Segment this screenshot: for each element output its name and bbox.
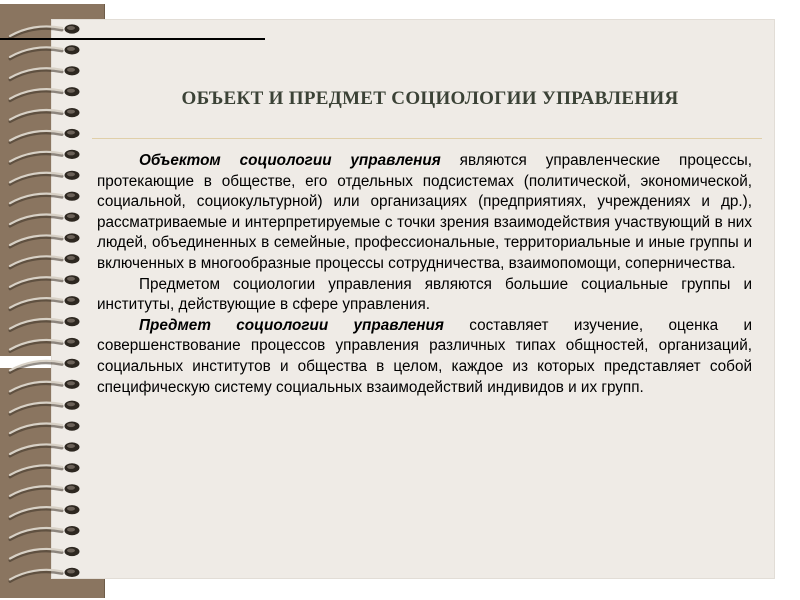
paragraph-object-emphasis: Объектом социологии управления: [139, 152, 441, 169]
spiral-ring-icon: [10, 66, 80, 80]
paragraph-subject-text: Предметом социологии управления являются большие социальные группы и институты, действующие в сфере управления.: [97, 275, 752, 314]
spiral-ring-icon: [10, 108, 80, 122]
slide-body: [97, 151, 752, 398]
spiral-ring-icon: [10, 129, 80, 143]
spiral-ring-icon: [10, 422, 80, 436]
spiral-ring-icon: [10, 338, 80, 352]
spiral-ring-icon: [10, 317, 80, 331]
spiral-ring-icon: [10, 526, 80, 540]
spiral-ring-icon: [10, 484, 80, 498]
paragraph-object: [97, 151, 752, 275]
spiral-ring-icon: [10, 87, 80, 101]
spiral-ring-icon: [10, 254, 80, 268]
spiral-ring-icon: [10, 568, 80, 582]
spiral-ring-icon: [10, 233, 80, 247]
spiral-ring-icon: [10, 296, 80, 310]
spiral-ring-icon: [10, 45, 80, 59]
spiral-ring-icon: [10, 150, 80, 164]
spiral-ring-icon: [10, 192, 80, 206]
spiral-ring-icon: [10, 171, 80, 185]
spiral-ring-icon: [10, 442, 80, 456]
paragraph-object-text: являются управленческие процессы, протекающие в обществе, его отдельных подсистемах (политической, экономической, социальной, социокультурной) или организациях (предприятиях, учреждениях и др.), рассматриваемые и интерпретируемые с точки зрения взаимодействия участвующий в них людей, объединенных в семейные, профессиональные, территориальные и иные группы и включенных в многообразные процессы сотрудничества, взаимопомощи, соперничества.: [97, 152, 752, 272]
paragraph-subject-detail-emphasis: Предмет социологии управления: [139, 316, 444, 334]
paragraph-subject-detail-text: составляет изучение, оценка и совершенствование процессов управления различных типах общностей, организаций, социальных институтов и общества в целом, каждое из которых представляет собой специфическую систему социальных взаимодействий индивидов и их групп.: [97, 316, 752, 396]
paragraph-subject: [97, 275, 752, 316]
spiral-ring-icon: [10, 24, 80, 38]
paragraph-subject-detail: [97, 316, 752, 398]
slide-title: ОБЪЕКТ И ПРЕДМЕТ СОЦИОЛОГИИ УПРАВЛЕНИЯ: [181, 88, 679, 109]
title-divider: [92, 138, 762, 139]
spiral-ring-icon: [10, 547, 80, 561]
spiral-ring-icon: [10, 505, 80, 519]
spiral-ring-icon: [10, 213, 80, 227]
spiral-ring-icon: [10, 463, 80, 477]
spiral-ring-icon: [10, 401, 80, 415]
spiral-ring-icon: [10, 275, 80, 289]
top-rule: [0, 38, 265, 40]
spiral-ring-icon: [10, 380, 80, 394]
spiral-ring-icon: [10, 359, 80, 373]
